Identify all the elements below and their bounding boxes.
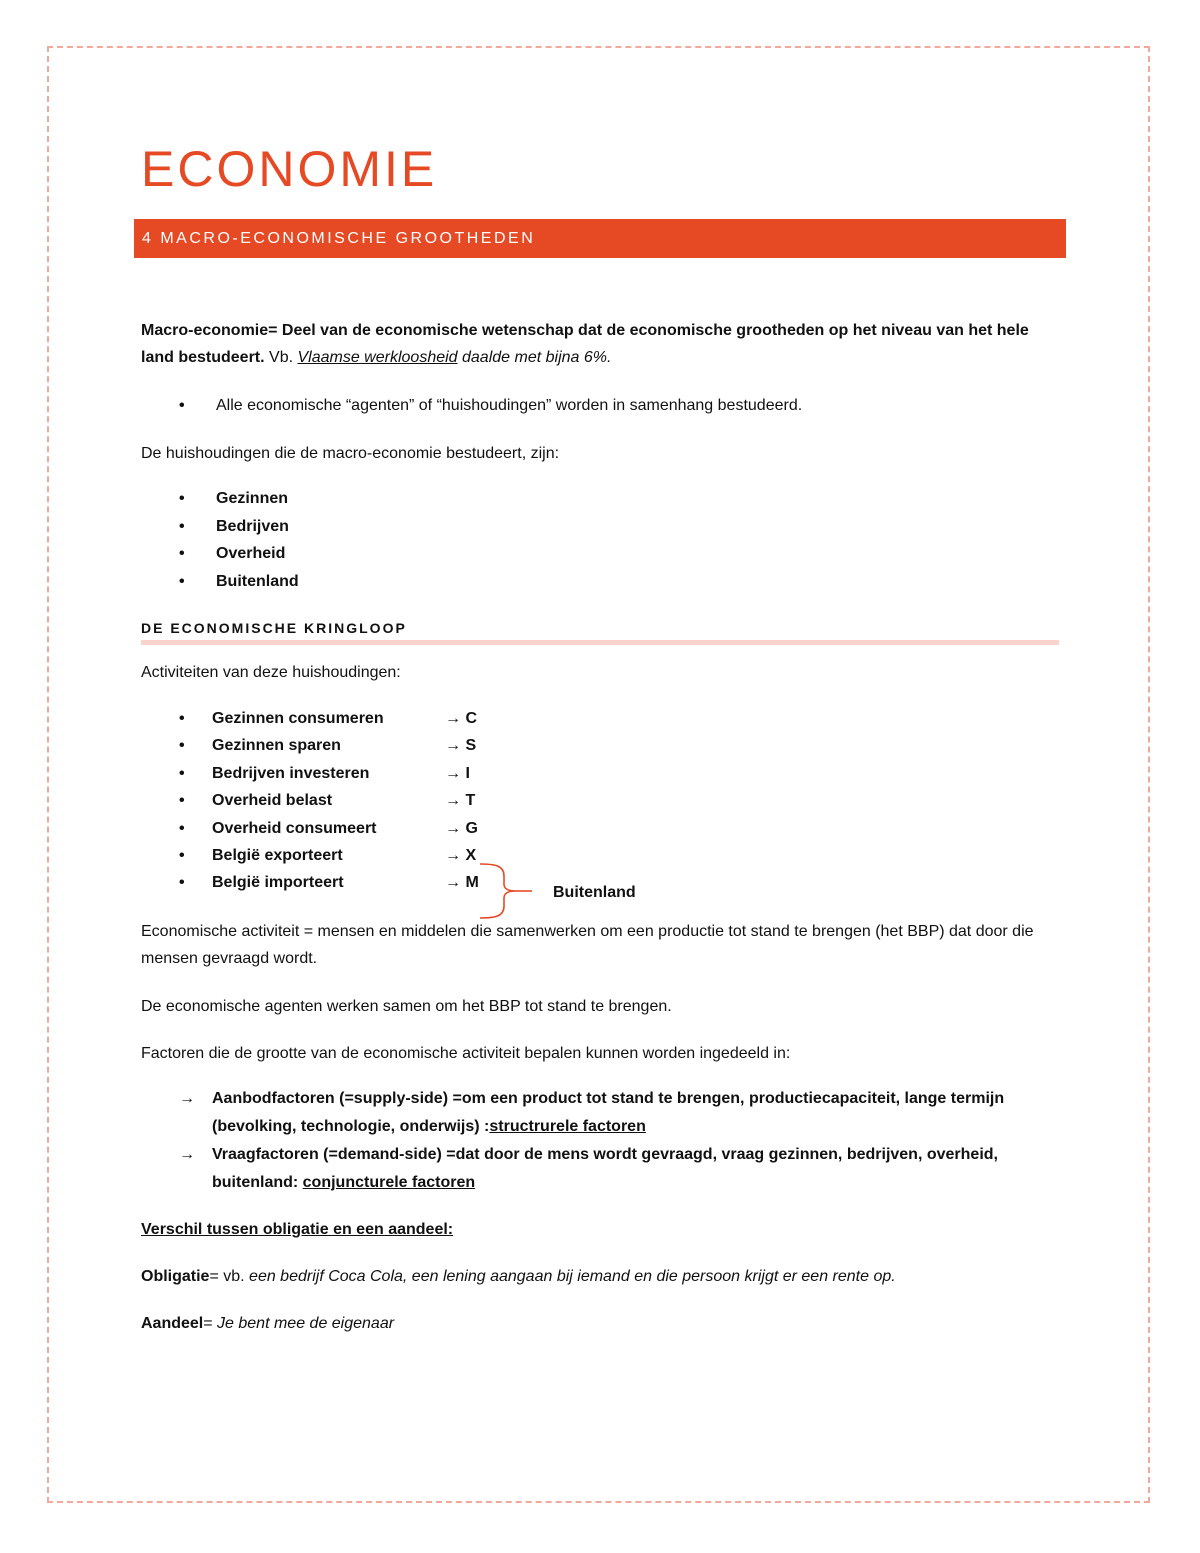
- bullet-icon: •: [179, 545, 185, 562]
- bullet-icon: •: [179, 710, 185, 727]
- arrow-right-icon: →: [445, 820, 461, 837]
- aandeel-paragraph: [141, 1310, 394, 1337]
- bullet-icon: •: [179, 737, 185, 754]
- activity-symbol: [445, 818, 478, 840]
- activity-label: Overheid consumeert: [212, 820, 377, 837]
- intro-example-underlined: Vlaamse werkloosheid: [297, 349, 458, 366]
- activity-symbol-text: S: [465, 737, 477, 754]
- activity-symbol-text: M: [465, 874, 479, 891]
- bullet-icon: •: [179, 490, 185, 507]
- kringloop-heading: DE ECONOMISCHE KRINGLOOP: [141, 620, 407, 636]
- obligatie-eq: = vb.: [209, 1268, 245, 1285]
- households-intro: De huishoudingen die de macro-economie bestudeert, zijn:: [141, 445, 560, 462]
- curly-brace-icon: [476, 862, 536, 920]
- bullet-icon: •: [179, 847, 185, 864]
- household-label: Buitenland: [216, 573, 299, 590]
- activity-definition: Economische activiteit = mensen en middelen die samenwerken om een productie tot stand te brengen (het BBP) dat door die mensen gevraagd wordt.: [141, 923, 1034, 967]
- bullet-icon: •: [179, 792, 185, 809]
- factor-item: [179, 1085, 1059, 1141]
- arrow-right-icon: →: [445, 737, 461, 754]
- factor-description: Aanbodfactoren (=supply-side) =om een product tot stand te brengen, productiecapaciteit, lange termijn (bevolking, technologie, onderwijs) :: [212, 1090, 1005, 1135]
- factor-type: structrurele factoren: [489, 1118, 646, 1135]
- agents-bbp-paragraph: De economische agenten werken samen om het BBP tot stand te brengen.: [141, 998, 672, 1015]
- aandeel-eq: =: [203, 1315, 213, 1332]
- document-title: ECONOMIE: [141, 141, 438, 197]
- activity-label: Gezinnen consumeren: [212, 710, 384, 727]
- activity-symbol-text: I: [465, 765, 470, 782]
- activity-label: Overheid belast: [212, 792, 333, 809]
- bullet-icon: •: [179, 820, 185, 837]
- obligatie-term: Obligatie: [141, 1268, 210, 1285]
- brace-label: Buitenland: [553, 884, 636, 901]
- agents-bullet-text: Alle economische “agenten” of “huishoudingen” worden in samenhang bestudeerd.: [216, 397, 803, 414]
- activity-symbol: [445, 845, 476, 867]
- bullet-icon: •: [179, 765, 185, 782]
- obligatie-paragraph: [141, 1263, 1059, 1290]
- factor-text: [212, 1085, 1059, 1141]
- household-label: Gezinnen: [216, 490, 289, 507]
- intro-definition: = Deel van de economische wetenschap dat de economische grootheden op het niveau van het hele land bestudeert.: [141, 322, 1029, 366]
- activity-label: Gezinnen sparen: [212, 737, 341, 754]
- factors-intro: Factoren die de grootte van de economische activiteit bepalen kunnen worden ingedeeld in:: [141, 1045, 791, 1062]
- bullet-icon: •: [179, 573, 185, 590]
- activity-symbol-text: T: [465, 792, 476, 809]
- intro-example-rest: daalde met bijna 6%.: [457, 349, 612, 366]
- bullet-icon: •: [179, 518, 185, 535]
- difference-heading: Verschil tussen obligatie en een aandeel:: [141, 1221, 454, 1238]
- arrow-right-icon: →: [179, 1090, 195, 1107]
- activity-symbol-text: X: [465, 847, 477, 864]
- bullet-icon: •: [179, 874, 185, 891]
- household-label: Bedrijven: [216, 518, 289, 535]
- activities-intro: Activiteiten van deze huishoudingen:: [141, 664, 401, 681]
- activity-label: België exporteert: [212, 847, 343, 864]
- intro-vb: Vb.: [264, 349, 298, 366]
- bullet-icon: •: [179, 397, 185, 414]
- activity-symbol: [445, 790, 475, 812]
- activity-symbol: [445, 872, 479, 894]
- obligatie-text: een bedrijf Coca Cola, een lening aangaan bij iemand en die persoon krijgt er een rente op.: [244, 1268, 896, 1285]
- intro-term: Macro-economie: [141, 322, 269, 339]
- arrow-right-icon: →: [445, 874, 461, 891]
- household-label: Overheid: [216, 545, 286, 562]
- arrow-right-icon: →: [445, 792, 461, 809]
- heading-underline: [141, 640, 1059, 645]
- arrow-right-icon: →: [445, 765, 461, 782]
- activity-symbol: [445, 763, 470, 785]
- aandeel-text: Je bent mee de eigenaar: [212, 1315, 395, 1332]
- activity-label: Bedrijven investeren: [212, 765, 370, 782]
- factor-item: [179, 1141, 1059, 1197]
- activity-label: België importeert: [212, 874, 344, 891]
- intro-paragraph: [141, 317, 1059, 371]
- section-heading: 4 MACRO-ECONOMISCHE GROOTHEDEN: [134, 219, 1066, 258]
- arrow-right-icon: →: [445, 847, 461, 864]
- arrow-right-icon: →: [179, 1146, 195, 1163]
- activity-symbol-text: C: [465, 710, 478, 727]
- factor-text: [212, 1141, 1059, 1197]
- arrow-right-icon: →: [445, 710, 461, 727]
- activity-symbol: [445, 708, 477, 730]
- activity-symbol-text: G: [465, 820, 478, 837]
- factor-description: Vraagfactoren (=demand-side) =dat door de mens wordt gevraagd, vraag gezinnen, bedrijven, overheid, buitenland:: [212, 1146, 998, 1191]
- aandeel-term: Aandeel: [141, 1315, 204, 1332]
- activity-symbol: [445, 735, 476, 757]
- factor-type: conjuncturele factoren: [302, 1174, 476, 1191]
